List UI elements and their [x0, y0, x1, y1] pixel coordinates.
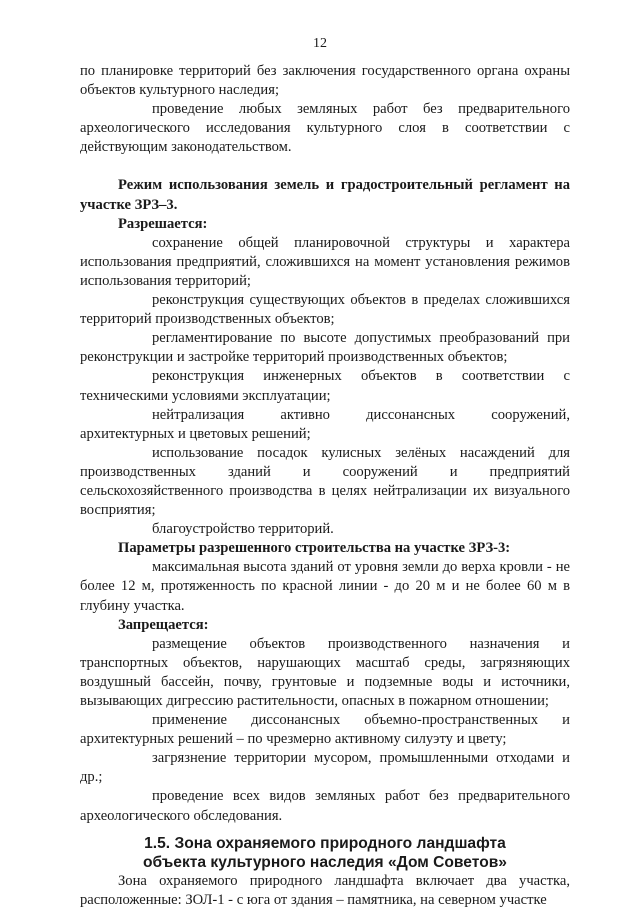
subheading-allowed: Разрешается:: [118, 215, 208, 232]
paragraph: регламентирование по высоте допустимых преобразований при реконструкции и застройке территорий производственных объектов;: [80, 330, 570, 366]
paragraph: загрязнение территории мусором, промышленными отходами и др.;: [80, 750, 570, 786]
paragraph: благоустройство территорий.: [152, 521, 334, 538]
paragraph: проведение всех видов земляных работ без предварительного археологического обследования.: [80, 788, 570, 824]
section-title-line1: 1.5. Зона охраняемого природного ландшафта: [144, 834, 506, 852]
paragraph: сохранение общей планировочной структуры и характера использования предприятий, сложившихся на момент установления режимов использования территорий;: [80, 234, 570, 289]
section-title-line2: объекта культурного наследия «Дом Советов»: [142, 853, 507, 871]
paragraph: максимальная высота зданий от уровня земли до верха кровли - не более 12 м, протяженность по красной линии - до 20 м и не более 60 м в глубину участка.: [80, 559, 570, 614]
paragraph: использование посадок кулисных зелёных насаждений для производственных зданий и сооружений и предприятий сельскохозяйственного производства в целях нейтрализации их визуального восприятия;: [80, 444, 570, 519]
document-body: [80, 62, 570, 910]
paragraph: Зона охраняемого природного ландшафта включает два участка, расположенные: ЗОЛ-1 - с юга от здания – памятника, на северном участке: [80, 872, 570, 908]
paragraph: реконструкция существующих объектов в пределах сложившихся территорий производственных объектов;: [80, 292, 570, 328]
subheading-prohibited: Запрещается:: [118, 616, 209, 633]
paragraph: проведение любых земляных работ без предварительного археологического исследования культурного слоя в соответствии с действующим законодательством.: [80, 101, 570, 156]
paragraph: применение диссонансных объемно-пространственных и архитектурных решений – по чрезмерно активному силуэту и цвету;: [80, 712, 570, 748]
paragraph: размещение объектов производственного назначения и транспортных объектов, нарушающих масштаб среды, загрязняющих воздушный бассейн, почву, грунтовые и подземные воды и источники, вызывающих дигрессию растительности, опасных в пожарном отношении;: [80, 635, 570, 709]
paragraph: по планировке территорий без заключения государственного органа охраны объектов культурного наследия;: [80, 63, 570, 99]
paragraph: нейтрализация активно диссонансных сооружений, архитектурных и цветовых решений;: [80, 406, 570, 442]
subheading-parameters: Параметры разрешенного строительства на участке ЗРЗ-3:: [118, 540, 511, 557]
paragraph: реконструкция инженерных объектов в соответствии с техническими условиями эксплуатации;: [80, 368, 570, 404]
page-number: 12: [313, 36, 327, 51]
section-heading: Режим использования земель и градостроительный регламент на участке ЗРЗ–3.: [80, 177, 570, 213]
